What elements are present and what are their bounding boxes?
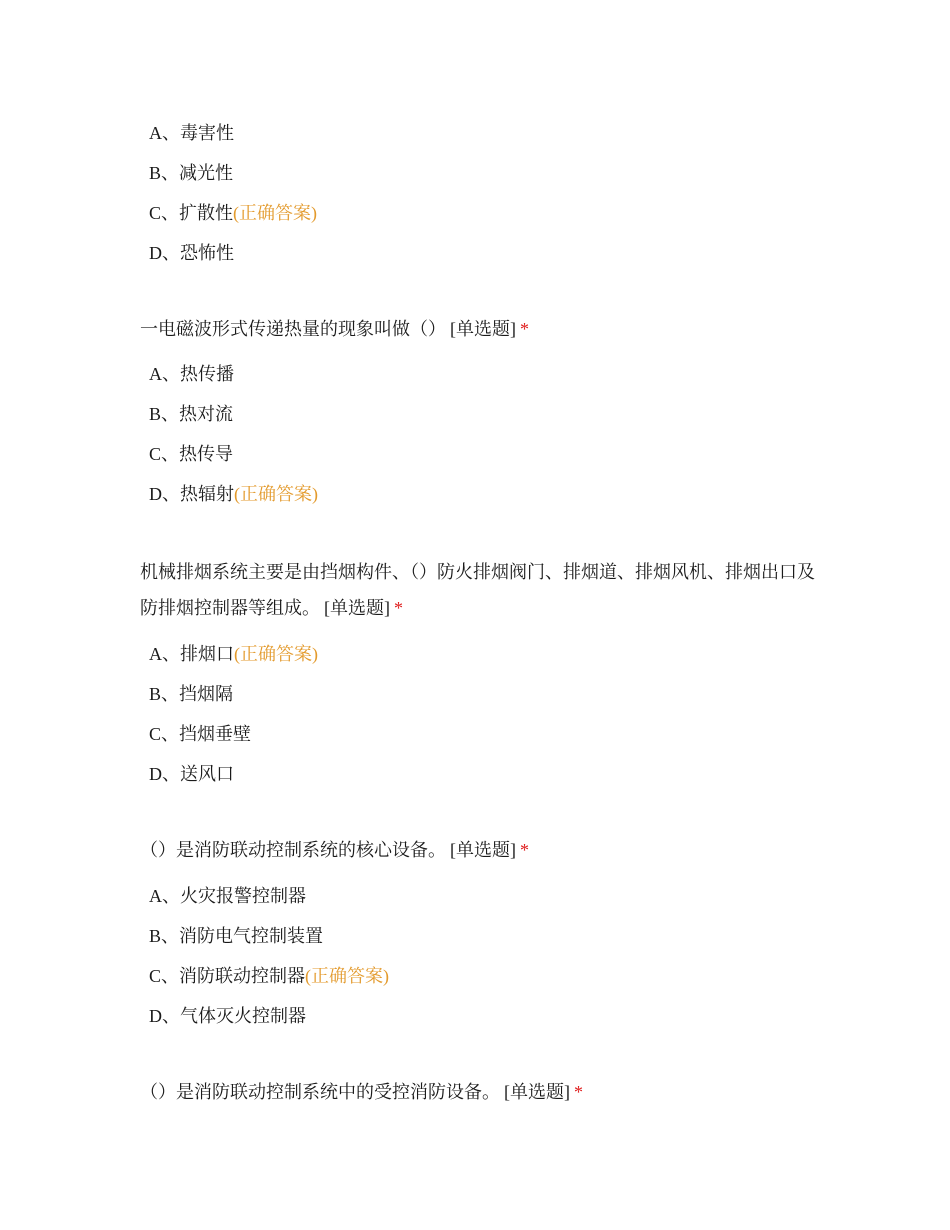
q1-option-d (149, 482, 318, 506)
question-text: 机械排烟系统主要是由挡烟构件、（）防火排烟阀门、排烟道、排烟风机、排烟出口及防排烟控制器等组成。 (140, 562, 815, 618)
q2-prompt (140, 554, 820, 626)
required-mark: * (574, 1082, 583, 1102)
q1-prompt (140, 311, 820, 347)
correct-answer-mark: (正确答案) (234, 484, 318, 504)
required-mark: * (520, 840, 529, 860)
option-text: A、排烟口 (149, 644, 234, 664)
q0-option-c (149, 201, 317, 225)
q0-option-d (149, 241, 234, 265)
q2-option-d (149, 762, 234, 786)
option-text: C、消防联动控制器 (149, 966, 306, 986)
correct-answer-mark: (正确答案) (233, 203, 318, 223)
question-text: 一电磁波形式传递热量的现象叫做（） (140, 319, 446, 339)
q2-option-a (149, 642, 318, 666)
question-text: （）是消防联动控制系统的核心设备。 (140, 840, 446, 860)
option-text: B、热对流 (149, 404, 234, 424)
option-text: B、挡烟隔 (149, 684, 234, 704)
correct-answer-mark: (正确答案) (234, 644, 318, 664)
option-text: A、热传播 (149, 364, 234, 384)
option-text: B、消防电气控制装置 (149, 926, 324, 946)
required-mark: * (520, 319, 529, 339)
required-mark: * (394, 598, 403, 618)
option-text: D、气体灭火控制器 (149, 1006, 306, 1026)
q2-option-c (149, 722, 251, 746)
q0-option-a (149, 121, 234, 145)
q3-option-a (149, 884, 306, 908)
q3-option-d (149, 1004, 306, 1028)
question-type-tag: [单选题] (324, 598, 390, 618)
option-text: D、送风口 (149, 764, 234, 784)
q0-option-b (149, 161, 233, 185)
correct-answer-mark: (正确答案) (305, 966, 390, 986)
q1-option-c (149, 442, 233, 466)
question-type-tag: [单选题] (450, 840, 516, 860)
option-text: C、扩散性 (149, 203, 234, 223)
q4-prompt (140, 1074, 820, 1110)
question-type-tag: [单选题] (504, 1082, 570, 1102)
q1-option-b (149, 402, 233, 426)
option-text: A、火灾报警控制器 (149, 886, 306, 906)
option-text: C、挡烟垂壁 (149, 724, 252, 744)
q1-option-a (149, 362, 234, 386)
option-text: A、毒害性 (149, 123, 234, 143)
q3-prompt (140, 832, 820, 868)
option-text: D、热辐射 (149, 484, 234, 504)
option-text: C、热传导 (149, 444, 234, 464)
question-type-tag: [单选题] (450, 319, 516, 339)
option-text: B、减光性 (149, 163, 234, 183)
q3-option-c (149, 964, 389, 988)
q2-option-b (149, 682, 233, 706)
question-text: （）是消防联动控制系统中的受控消防设备。 (140, 1082, 500, 1102)
option-text: D、恐怖性 (149, 243, 234, 263)
q3-option-b (149, 924, 323, 948)
